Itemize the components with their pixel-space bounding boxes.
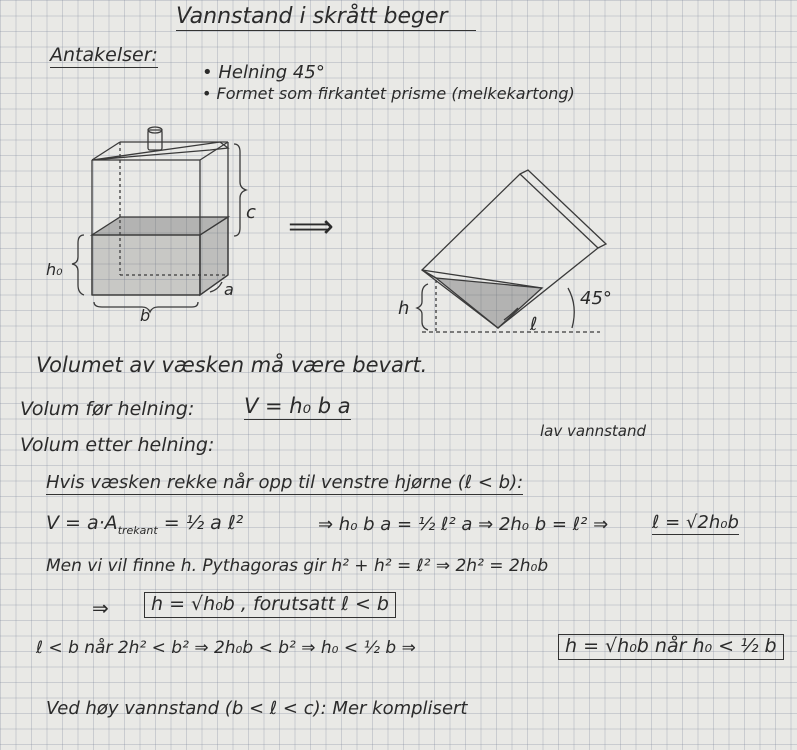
assumption-item: • Helning 45° — [202, 62, 325, 83]
label-angle: 45° — [580, 288, 612, 309]
line-condition: ℓ < b når 2h² < b² ⇒ 2h₀b < b² ⇒ h₀ < ½ b ⇒ — [36, 638, 416, 658]
line-case-low: Hvis væsken rekke når opp til venstre hjørne (ℓ < b): — [46, 472, 524, 493]
line-volume-after-label: Volum etter helning: — [20, 434, 215, 456]
boxed-final-result: h = √h₀b når h₀ < ½ b — [558, 634, 784, 660]
label-h0: h₀ — [46, 260, 63, 279]
line-pythagoras: Men vi vil finne h. Pythagoras gir h² + h² = ℓ² ⇒ 2h² = 2h₀b — [46, 556, 549, 576]
line-volume-before-label: Volum før helning: — [20, 398, 195, 420]
line-volume-before-formula: V = h₀ b a — [244, 394, 351, 418]
tilted-prism-sketch — [400, 160, 640, 350]
assumptions-heading: Antakelser: — [50, 44, 158, 66]
label-l: ℓ — [530, 314, 538, 335]
line-h-arrow: ⇒ — [92, 596, 109, 620]
result-l: ℓ = √2h₀b — [652, 512, 739, 533]
formula-half-a-l2: = ½ a ℓ² — [163, 512, 244, 534]
formula-volume: V = a·A — [46, 512, 118, 534]
implies-arrow: ⟹ — [288, 207, 334, 245]
boxed-result-h: h = √h₀b , forutsatt ℓ < b — [144, 592, 396, 618]
page-title: Vannstand i skrått beger — [176, 6, 476, 31]
label-h: h — [398, 298, 410, 319]
label-c: c — [246, 202, 256, 223]
line-derivation-start — [46, 514, 243, 536]
label-a: a — [224, 280, 234, 299]
line-derivation-steps: ⇒ h₀ b a = ½ ℓ² a ⇒ 2h₀ b = ℓ² ⇒ — [318, 514, 609, 535]
formula-subscript: trekant — [117, 523, 158, 537]
assumption-item: • Formet som firkantet prisme (melkekartong) — [202, 84, 575, 103]
line-high-water: Ved høy vannstand (b < ℓ < c): Mer komplisert — [46, 698, 468, 719]
label-b: b — [140, 306, 151, 325]
line-volume-conserved: Volumet av væsken må være bevart. — [36, 353, 428, 377]
note-low-water: lav vannstand — [540, 422, 647, 440]
